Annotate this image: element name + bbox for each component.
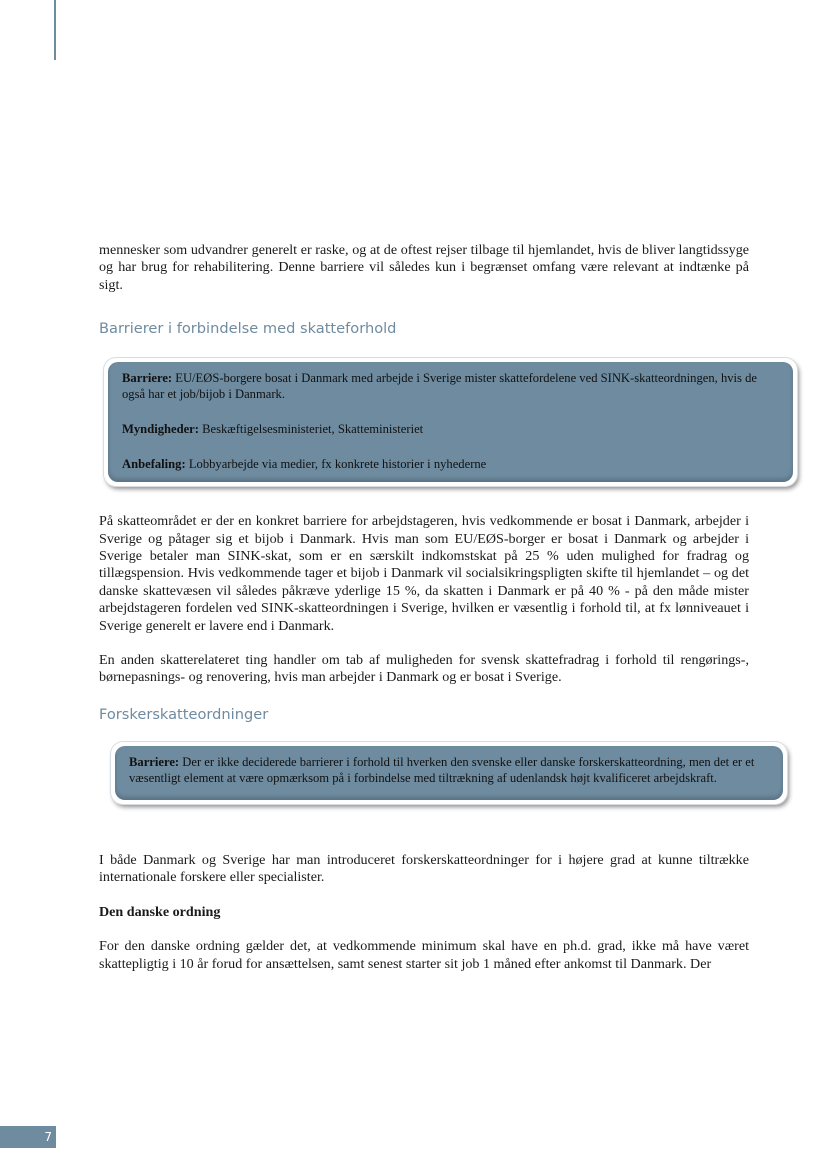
callout-tax-barrier-label: Barriere: — [122, 371, 173, 386]
callout-tax-recommendation-text: Lobbyarbejde via medier, fx konkrete historier i nyhederne — [185, 457, 487, 472]
paragraph-research-intro: I både Danmark og Sverige har man introduceret forskerskatteordninger for i højere grad at kunne tiltrække internationale forskere eller specialister. — [99, 851, 749, 886]
paragraph-intro: mennesker som udvandrer generelt er raske, og at de oftest rejser tilbage til hjemlandet, hvis de bliver langtidssyge og har brug for rehabilitering. Denne barriere vil således kun i begrænset omfang være relevant at indtænke på sigt. — [99, 242, 749, 293]
callout-tax-recommendation-label: Anbefaling: — [122, 457, 186, 472]
paragraph-danish-scheme: For den danske ordning gælder det, at vedkommende minimum skal have en ph.d. grad, ikke må have været skattepligtig i 10 år forud for ansættelsen, samt senest starter sit job 1 måned efter ankomst til Danmark. Der — [99, 938, 749, 972]
top-decorative-rule — [54, 0, 56, 60]
callout-tax-authorities-label: Myndigheder: — [122, 422, 199, 437]
callout-tax-recommendation-line — [122, 456, 779, 472]
page-content — [99, 242, 757, 973]
paragraph-tax-barrier: På skatteområdet er der en konkret barriere for arbejdstageren, hvis vedkommende er bosat i Danmark, arbejder i Sverige og påtager sig et bijob i Danmark. Hvis man som EU/EØS-borger er bosat i Danmark og arbejder i Sverige betaler man SINK-skat, som er en særskilt indkomstskat på 25 % uden mulighed for fradrag og tillægspension. Hvis vedkommende tager et bijob i Danmark vil socialsikringspligten skifte til hjemlandet – og det danske skattevæsen vil således påkræve yderlige 15 %, da skatten i Danmark er på 40 % - på den måde mister arbejdstageren fordelen ved SINK-skatteordningen i Sverige, hvilken er væsentlig i forhold til, at fx lønniveauet i Sverige generelt er lavere end i Danmark. — [99, 513, 749, 634]
heading-research-tax: Forskerskatteordninger — [99, 705, 269, 723]
callout-tax-authorities-line — [122, 421, 779, 437]
callout-research-body — [115, 746, 783, 800]
callout-tax-barrier-line — [122, 370, 779, 402]
paragraph-tax-deduction: En anden skatterelateret ting handler om tab af muligheden for svensk skattefradrag i forhold til rengørings-, børnepasnings- og renovering, hvis man arbejder i Danmark og er bosat i Sverige. — [99, 652, 749, 686]
callout-tax-authorities-text: Beskæftigelsesministeriet, Skatteministeriet — [198, 422, 424, 437]
callout-research-barrier-label: Barriere: — [129, 754, 180, 769]
callout-tax-body — [108, 362, 793, 482]
heading-tax: Barrierer i forbindelse med skatteforhold — [99, 320, 397, 338]
page-number: 7 — [44, 1130, 52, 1144]
callout-tax-barrier-text: EU/EØS-borgere bosat i Danmark med arbejde i Sverige mister skattefordelene ved SINK-skatteordningen, hvis de også har et job/bijob i Danmark. — [122, 371, 757, 402]
callout-research-barrier-line — [129, 754, 769, 786]
callout-research-barrier — [111, 742, 787, 804]
callout-research-barrier-text: Der er ikke deciderede barrierer i forhold til hverken den svenske eller danske forskerskatteordning, men det er et væsentligt element at være opmærksom på i forbindelse med tiltrækning af udenlandsk højt kvalificeret arbejdskraft. — [129, 754, 755, 785]
page-number-tab — [0, 1126, 56, 1148]
heading-danish-scheme: Den danske ordning — [99, 903, 221, 920]
callout-tax-barrier — [104, 358, 797, 486]
